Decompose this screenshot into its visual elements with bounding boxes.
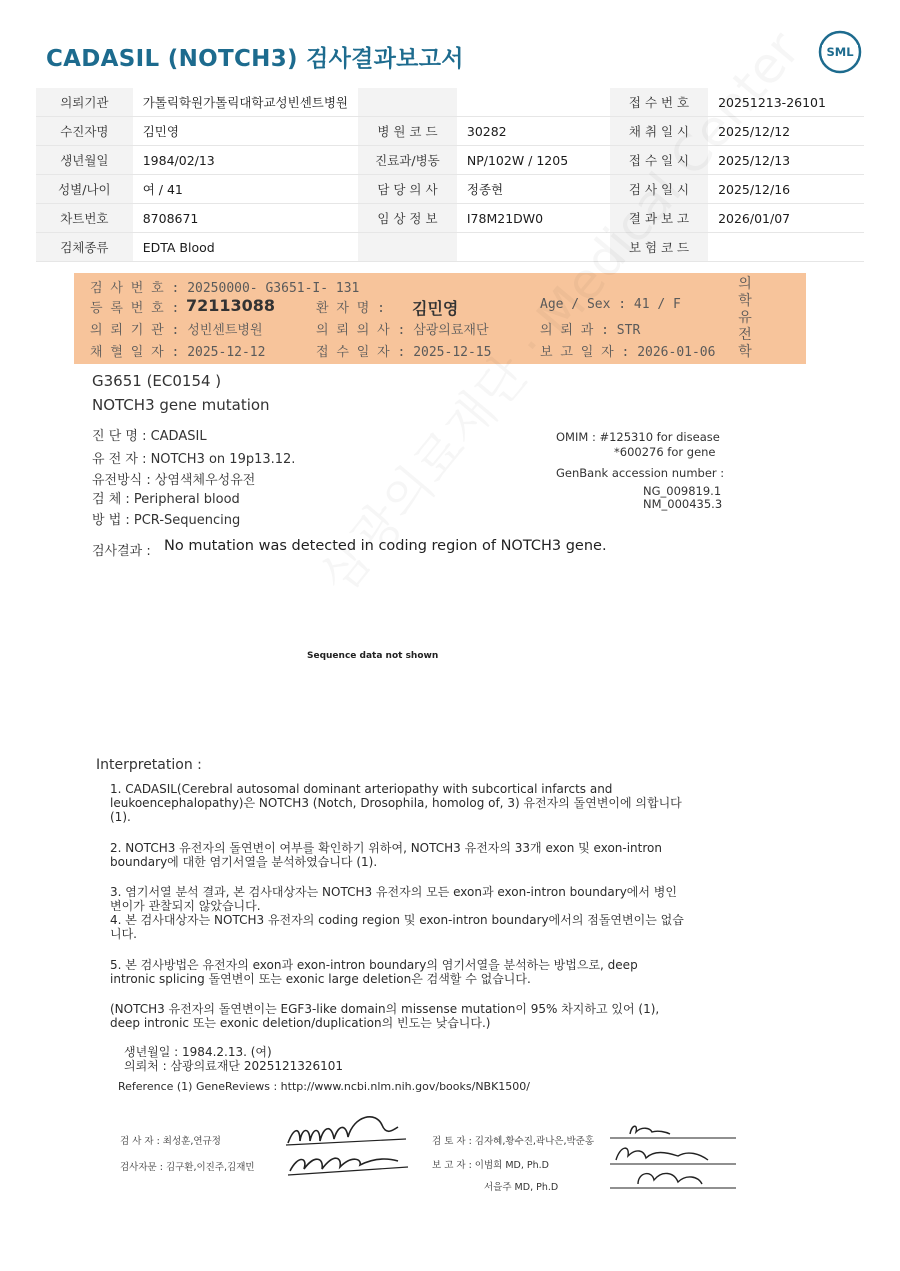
specimen-field: 검 체 : Peripheral blood	[92, 492, 240, 507]
info-label: 수진자명	[36, 117, 133, 146]
interp-line-6: 3. 염기서열 분석 결과, 본 검사대상자는 NOTCH3 유전자의 모든 exon과 exon-intron boundary에서 병인	[110, 885, 677, 899]
info-label	[358, 233, 457, 262]
omim-disease: OMIM : #125310 for disease	[556, 430, 720, 444]
genbank-accession-1: NG_009819.1	[643, 484, 722, 498]
info-label: 차트번호	[36, 204, 133, 233]
info-row	[36, 146, 864, 175]
interp-line-10: 5. 본 검사방법은 유전자의 exon과 exon-intron boundary의 염기서열을 분석하는 방법으로, deep	[110, 958, 638, 972]
interp-line-9: 니다.	[110, 927, 137, 941]
interp-line-5: boundary에 대한 염기서열을 분석하였습니다 (1).	[110, 855, 378, 869]
requesting-doctor: 의 뢰 의 사 : 삼광의료재단	[316, 323, 489, 338]
info-value: 2025/12/12	[708, 117, 864, 146]
info-label: 담 당 의 사	[358, 175, 457, 204]
info-value: 2025/12/16	[708, 175, 864, 204]
genbank-accession-2: NM_000435.3	[643, 497, 723, 511]
logo-text: SML	[826, 45, 854, 59]
info-label: 생년월일	[36, 146, 133, 175]
requesting-department: 의 뢰 과 : STR	[540, 323, 641, 338]
info-label: 병 원 코 드	[358, 117, 457, 146]
advisor-names: 검사자문 : 김구환,이진주,김재민	[120, 1162, 255, 1173]
info-label: 성별/나이	[36, 175, 133, 204]
genbank-label: GenBank accession number :	[556, 466, 725, 480]
reviewer-signatures	[608, 1120, 738, 1192]
interp-line-7: 변이가 관찰되지 않았습니다.	[110, 899, 261, 913]
info-value: 여 / 41	[133, 175, 358, 204]
department-vertical-label: 의 학 유 전 학	[738, 276, 752, 360]
result-text: No mutation was detected in coding region of NOTCH3 gene.	[164, 538, 607, 554]
test-number: 검 사 번 호 : 20250000- G3651-I- 131	[90, 281, 360, 296]
info-label: 검체종류	[36, 233, 133, 262]
info-value: I78M21DW0	[457, 204, 610, 233]
info-label: 의뢰기관	[36, 88, 133, 117]
registration-number: 72113088	[186, 296, 276, 315]
info-label: 보 험 코 드	[610, 233, 708, 262]
sequence-note: Sequence data not shown	[307, 651, 439, 661]
info-value: 1984/02/13	[133, 146, 358, 175]
birth-date-note: 생년월일 : 1984.2.13. (여)	[124, 1045, 272, 1059]
info-label: 검 사 일 시	[610, 175, 708, 204]
info-label: 접 수 일 시	[610, 146, 708, 175]
info-value: EDTA Blood	[133, 233, 358, 262]
interp-line-11: intronic splicing 돌연변이 또는 exonic large deletion은 검색할 수 없습니다.	[110, 972, 531, 986]
gene-field: 유 전 자 : NOTCH3 on 19p13.12.	[92, 452, 296, 467]
inheritance-field: 유전방식 : 상염색체우성유전	[92, 473, 256, 488]
interp-line-2: leukoencephalopathy)은 NOTCH3 (Notch, Drosophila, homolog of, 3) 유전자의 돌연변이에 의합니다	[110, 796, 682, 810]
info-value: 정종현	[457, 175, 610, 204]
info-value: 2025/12/13	[708, 146, 864, 175]
reporter-name: 보 고 자 : 이범희 MD, Ph.D	[432, 1160, 549, 1171]
sml-logo	[818, 30, 862, 74]
interp-line-8: 4. 본 검사대상자는 NOTCH3 유전자의 coding region 및 exon-intron boundary에서의 점돌연변이는 없습	[110, 913, 684, 927]
requester-note: 의뢰처 : 삼광의료재단 2025121326101	[124, 1059, 344, 1073]
interp-line-1: 1. CADASIL(Cerebral autosomal dominant arteriopathy with subcortical infarcts and	[110, 782, 613, 796]
info-label: 접 수 번 호	[610, 88, 708, 117]
interpretation-heading: Interpretation :	[96, 757, 202, 773]
info-label: 임 상 정 보	[358, 204, 457, 233]
info-value: 2026/01/07	[708, 204, 864, 233]
receipt-date: 접 수 일 자 : 2025-12-15	[316, 345, 492, 360]
test-name: NOTCH3 gene mutation	[92, 396, 270, 414]
interp-line-13: deep intronic 또는 exonic deletion/duplication의 빈도는 낮습니다.)	[110, 1016, 491, 1030]
requesting-institution: 의 뢰 기 관 : 성빈센트병원	[90, 323, 263, 338]
info-value: 30282	[457, 117, 610, 146]
method-field: 방 법 : PCR-Sequencing	[92, 513, 241, 528]
info-value	[457, 88, 610, 117]
interp-line-4: 2. NOTCH3 유전자의 돌연변이 여부를 확인하기 위하여, NOTCH3 유전자의 33개 exon 및 exon-intron	[110, 841, 662, 855]
omim-gene: *600276 for gene	[614, 445, 716, 459]
reporter-name-2: 서을주 MD, Ph.D	[484, 1182, 559, 1193]
age-sex: Age / Sex : 41 / F	[540, 297, 681, 312]
info-label: 진료과/병동	[358, 146, 457, 175]
info-label	[358, 88, 457, 117]
info-value	[708, 233, 864, 262]
registration-label: 등 록 번 호 :	[90, 301, 180, 316]
info-value: 20251213-26101	[708, 88, 864, 117]
collection-date: 채 혈 일 자 : 2025-12-12	[90, 345, 266, 360]
specimen-info-band	[74, 273, 806, 364]
patient-name: 김민영	[412, 299, 459, 318]
examiner-names: 검 사 자 : 최성훈,연규정	[120, 1136, 221, 1147]
reference-note: Reference (1) GeneReviews : http://www.ncbi.nlm.nih.gov/books/NBK1500/	[118, 1080, 531, 1093]
info-label: 채 취 일 시	[610, 117, 708, 146]
info-value: NP/102W / 1205	[457, 146, 610, 175]
result-label: 검사결과 :	[92, 544, 151, 559]
patient-name-label: 환 자 명 :	[316, 301, 385, 316]
reviewer-names: 검 토 자 : 김자혜,황수진,곽나은,박준홍	[432, 1136, 594, 1147]
report-title: CADASIL (NOTCH3) 검사결과보고서	[46, 46, 464, 72]
interp-line-12: (NOTCH3 유전자의 돌연변이는 EGF3-like domain의 missense mutation이 95% 차지하고 있어 (1),	[110, 1002, 660, 1016]
info-row	[36, 233, 864, 262]
test-code: G3651 (EC0154 )	[92, 372, 222, 390]
info-value: 가톨릭학원가톨릭대학교성빈센트병원	[133, 88, 358, 117]
interp-line-3: (1).	[110, 810, 131, 824]
info-row	[36, 204, 864, 233]
info-value: 김민영	[133, 117, 358, 146]
examiner-signature	[280, 1105, 420, 1180]
report-date: 보 고 일 자 : 2026-01-06	[540, 345, 716, 360]
info-label: 결 과 보 고	[610, 204, 708, 233]
info-row	[36, 175, 864, 204]
diagnosis-field: 진 단 명 : CADASIL	[92, 429, 207, 444]
info-value: 8708671	[133, 204, 358, 233]
